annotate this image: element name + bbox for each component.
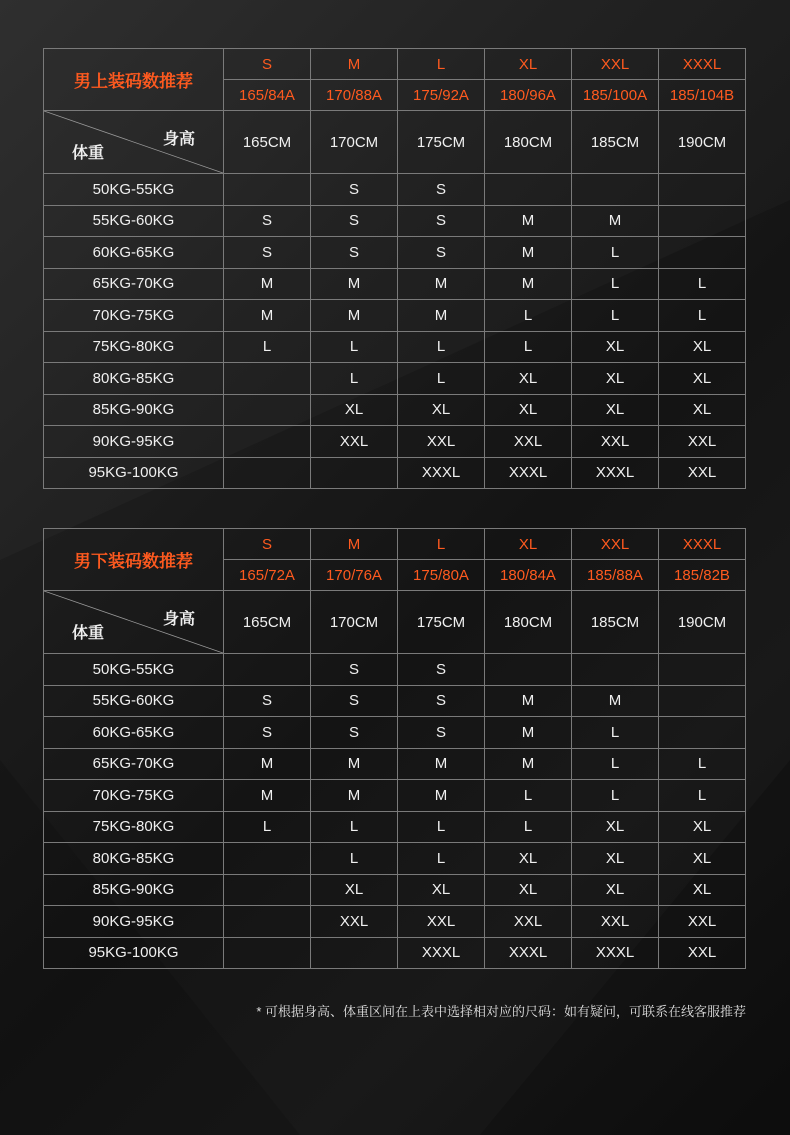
weight-range-cell: 60KG-65KG (44, 717, 224, 749)
recommended-size-cell: M (224, 780, 311, 812)
top-size-table (43, 48, 746, 489)
size-label: S (224, 49, 311, 80)
recommended-size-cell: XL (485, 363, 572, 395)
recommended-size-cell (311, 457, 398, 489)
weight-range-cell: 85KG-90KG (44, 394, 224, 426)
recommended-size-cell: L (659, 748, 746, 780)
table-row (44, 748, 746, 780)
table-row (44, 937, 746, 969)
recommended-size-cell: L (485, 780, 572, 812)
recommended-size-cell (659, 654, 746, 686)
size-code: 175/80A (398, 560, 485, 591)
recommended-size-cell: L (485, 331, 572, 363)
table-row (44, 654, 746, 686)
weight-range-cell: 75KG-80KG (44, 331, 224, 363)
table-row (44, 300, 746, 332)
table-row (44, 717, 746, 749)
height-value: 175CM (398, 591, 485, 654)
size-label: XXXL (659, 529, 746, 560)
recommended-size-cell: XL (572, 363, 659, 395)
recommended-size-cell: L (224, 331, 311, 363)
recommended-size-cell: S (311, 237, 398, 269)
recommended-size-cell (572, 654, 659, 686)
recommended-size-cell: L (572, 300, 659, 332)
recommended-size-cell: M (485, 237, 572, 269)
recommended-size-cell: L (572, 717, 659, 749)
recommended-size-cell: XXL (485, 906, 572, 938)
recommended-size-cell (224, 394, 311, 426)
recommended-size-cell: M (485, 717, 572, 749)
recommended-size-cell (224, 843, 311, 875)
recommended-size-cell: M (311, 748, 398, 780)
weight-range-cell: 90KG-95KG (44, 426, 224, 458)
recommended-size-cell: L (485, 811, 572, 843)
weight-range-cell: 50KG-55KG (44, 174, 224, 206)
recommended-size-cell: L (398, 363, 485, 395)
recommended-size-cell (659, 174, 746, 206)
recommended-size-cell: XXL (572, 906, 659, 938)
weight-range-cell: 55KG-60KG (44, 205, 224, 237)
recommended-size-cell: L (398, 331, 485, 363)
recommended-size-cell: L (311, 331, 398, 363)
footnote-text: * 可根据身高、体重区间在上表中选择相对应的尺码：如有疑问，可联系在线客服推荐 (256, 1004, 746, 1019)
table-row (44, 874, 746, 906)
recommended-size-cell (659, 205, 746, 237)
recommended-size-cell: L (572, 780, 659, 812)
size-label: M (311, 529, 398, 560)
height-value: 180CM (485, 111, 572, 174)
recommended-size-cell: S (311, 685, 398, 717)
size-code: 170/76A (311, 560, 398, 591)
recommended-size-cell: S (311, 654, 398, 686)
weight-range-cell: 60KG-65KG (44, 237, 224, 269)
recommended-size-cell: M (224, 748, 311, 780)
recommended-size-cell: XL (572, 843, 659, 875)
table-row (44, 457, 746, 489)
weight-range-cell: 90KG-95KG (44, 906, 224, 938)
size-label: XXXL (659, 49, 746, 80)
recommended-size-cell: S (311, 717, 398, 749)
height-weight-corner (44, 591, 224, 654)
weight-range-cell: 80KG-85KG (44, 363, 224, 395)
recommended-size-cell: L (659, 780, 746, 812)
size-label: XL (485, 529, 572, 560)
weight-range-cell: 70KG-75KG (44, 780, 224, 812)
table-row (44, 685, 746, 717)
recommended-size-cell (224, 426, 311, 458)
recommended-size-cell: L (398, 811, 485, 843)
recommended-size-cell: S (398, 717, 485, 749)
recommended-size-cell: XL (311, 874, 398, 906)
size-label: XXL (572, 529, 659, 560)
size-code: 175/92A (398, 80, 485, 111)
recommended-size-cell: XXXL (572, 937, 659, 969)
height-value: 180CM (485, 591, 572, 654)
recommended-size-cell: S (224, 685, 311, 717)
recommended-size-cell: S (224, 717, 311, 749)
recommended-size-cell: L (572, 237, 659, 269)
table-row (44, 331, 746, 363)
weight-axis-label: 体重 (72, 625, 105, 642)
table-row (44, 906, 746, 938)
recommended-size-cell: L (398, 843, 485, 875)
size-code: 185/100A (572, 80, 659, 111)
recommended-size-cell: M (224, 268, 311, 300)
recommended-size-cell: XL (485, 874, 572, 906)
recommended-size-cell: M (572, 205, 659, 237)
recommended-size-cell: XXL (659, 937, 746, 969)
table-row (44, 205, 746, 237)
recommended-size-cell: XL (572, 874, 659, 906)
recommended-size-cell: M (224, 300, 311, 332)
recommended-size-cell: L (572, 268, 659, 300)
weight-range-cell: 85KG-90KG (44, 874, 224, 906)
size-label: L (398, 49, 485, 80)
height-value: 185CM (572, 111, 659, 174)
recommended-size-cell (572, 174, 659, 206)
recommended-size-cell: M (311, 268, 398, 300)
recommended-size-cell: XXXL (485, 937, 572, 969)
size-code: 180/84A (485, 560, 572, 591)
height-value: 190CM (659, 591, 746, 654)
table-row (44, 268, 746, 300)
weight-range-cell: 95KG-100KG (44, 937, 224, 969)
size-header-row (44, 49, 746, 80)
recommended-size-cell: M (398, 300, 485, 332)
recommended-size-cell: M (398, 780, 485, 812)
recommended-size-cell: S (398, 685, 485, 717)
recommended-size-cell: XXL (311, 426, 398, 458)
recommended-size-cell: L (572, 748, 659, 780)
recommended-size-cell: S (311, 205, 398, 237)
table-row (44, 426, 746, 458)
recommended-size-cell: L (311, 843, 398, 875)
size-code: 185/104B (659, 80, 746, 111)
recommended-size-cell: XL (659, 874, 746, 906)
recommended-size-cell: XXXL (485, 457, 572, 489)
recommended-size-cell: M (485, 268, 572, 300)
table-title: 男下装码数推荐 (44, 529, 224, 591)
recommended-size-cell: XL (485, 394, 572, 426)
recommended-size-cell: S (398, 654, 485, 686)
recommended-size-cell (659, 237, 746, 269)
recommended-size-cell: M (572, 685, 659, 717)
height-value: 190CM (659, 111, 746, 174)
size-code: 180/96A (485, 80, 572, 111)
table-row (44, 811, 746, 843)
recommended-size-cell (224, 654, 311, 686)
recommended-size-cell: M (311, 780, 398, 812)
recommended-size-cell (224, 174, 311, 206)
recommended-size-cell: XXL (398, 426, 485, 458)
recommended-size-cell: XL (659, 843, 746, 875)
recommended-size-cell: S (224, 205, 311, 237)
recommended-size-cell: XL (659, 394, 746, 426)
recommended-size-cell: S (224, 237, 311, 269)
recommended-size-cell: XXXL (572, 457, 659, 489)
height-row (44, 591, 746, 654)
recommended-size-cell: XL (572, 394, 659, 426)
height-value: 185CM (572, 591, 659, 654)
recommended-size-cell (224, 874, 311, 906)
recommended-size-cell (659, 685, 746, 717)
recommended-size-cell: XL (398, 394, 485, 426)
table-title: 男上装码数推荐 (44, 49, 224, 111)
recommended-size-cell (224, 906, 311, 938)
recommended-size-cell: XXL (572, 426, 659, 458)
size-code: 165/72A (224, 560, 311, 591)
table-row (44, 394, 746, 426)
weight-range-cell: 75KG-80KG (44, 811, 224, 843)
recommended-size-cell: S (311, 174, 398, 206)
weight-range-cell: 95KG-100KG (44, 457, 224, 489)
recommended-size-cell (224, 363, 311, 395)
recommended-size-cell: L (659, 300, 746, 332)
recommended-size-cell: S (398, 237, 485, 269)
recommended-size-cell: XL (659, 331, 746, 363)
weight-range-cell: 55KG-60KG (44, 685, 224, 717)
recommended-size-cell (485, 654, 572, 686)
height-value: 175CM (398, 111, 485, 174)
recommended-size-cell: L (311, 363, 398, 395)
size-label: XL (485, 49, 572, 80)
weight-axis-label: 体重 (72, 145, 105, 162)
recommended-size-cell: S (398, 174, 485, 206)
height-row (44, 111, 746, 174)
recommended-size-cell: M (398, 268, 485, 300)
recommended-size-cell: XXL (485, 426, 572, 458)
recommended-size-cell: S (398, 205, 485, 237)
table-row (44, 843, 746, 875)
recommended-size-cell (224, 457, 311, 489)
height-value: 165CM (224, 111, 311, 174)
recommended-size-cell: XXL (398, 906, 485, 938)
recommended-size-cell: XXL (659, 426, 746, 458)
recommended-size-cell: XXXL (398, 457, 485, 489)
recommended-size-cell: XXXL (398, 937, 485, 969)
recommended-size-cell: L (659, 268, 746, 300)
weight-range-cell: 65KG-70KG (44, 748, 224, 780)
table-row (44, 237, 746, 269)
recommended-size-cell: XL (572, 331, 659, 363)
recommended-size-cell (485, 174, 572, 206)
recommended-size-cell (224, 937, 311, 969)
height-value: 170CM (311, 591, 398, 654)
height-axis-label: 身高 (162, 131, 195, 148)
size-code: 170/88A (311, 80, 398, 111)
recommended-size-cell: XXL (311, 906, 398, 938)
weight-range-cell: 65KG-70KG (44, 268, 224, 300)
recommended-size-cell: M (485, 748, 572, 780)
recommended-size-cell (311, 937, 398, 969)
weight-range-cell: 80KG-85KG (44, 843, 224, 875)
recommended-size-cell: L (311, 811, 398, 843)
size-code: 185/82B (659, 560, 746, 591)
recommended-size-cell (659, 717, 746, 749)
diagonal-divider (44, 111, 223, 173)
size-label: L (398, 529, 485, 560)
recommended-size-cell: XXL (659, 906, 746, 938)
table-row (44, 174, 746, 206)
height-weight-corner (44, 111, 224, 174)
height-axis-label: 身高 (162, 611, 195, 628)
diagonal-divider (44, 591, 223, 653)
weight-range-cell: 50KG-55KG (44, 654, 224, 686)
recommended-size-cell: XL (659, 811, 746, 843)
height-value: 170CM (311, 111, 398, 174)
bottom-size-table (43, 528, 746, 969)
recommended-size-cell: M (485, 205, 572, 237)
recommended-size-cell: M (311, 300, 398, 332)
recommended-size-cell: XL (572, 811, 659, 843)
recommended-size-cell: M (398, 748, 485, 780)
recommended-size-cell: XXL (659, 457, 746, 489)
recommended-size-cell: L (485, 300, 572, 332)
size-label: XXL (572, 49, 659, 80)
height-value: 165CM (224, 591, 311, 654)
recommended-size-cell: XL (398, 874, 485, 906)
weight-range-cell: 70KG-75KG (44, 300, 224, 332)
recommended-size-cell: XL (485, 843, 572, 875)
recommended-size-cell: M (485, 685, 572, 717)
size-label: S (224, 529, 311, 560)
size-code: 185/88A (572, 560, 659, 591)
size-label: M (311, 49, 398, 80)
recommended-size-cell: XL (311, 394, 398, 426)
recommended-size-cell: XL (659, 363, 746, 395)
table-row (44, 780, 746, 812)
size-header-row (44, 529, 746, 560)
recommended-size-cell: L (224, 811, 311, 843)
table-row (44, 363, 746, 395)
size-code: 165/84A (224, 80, 311, 111)
